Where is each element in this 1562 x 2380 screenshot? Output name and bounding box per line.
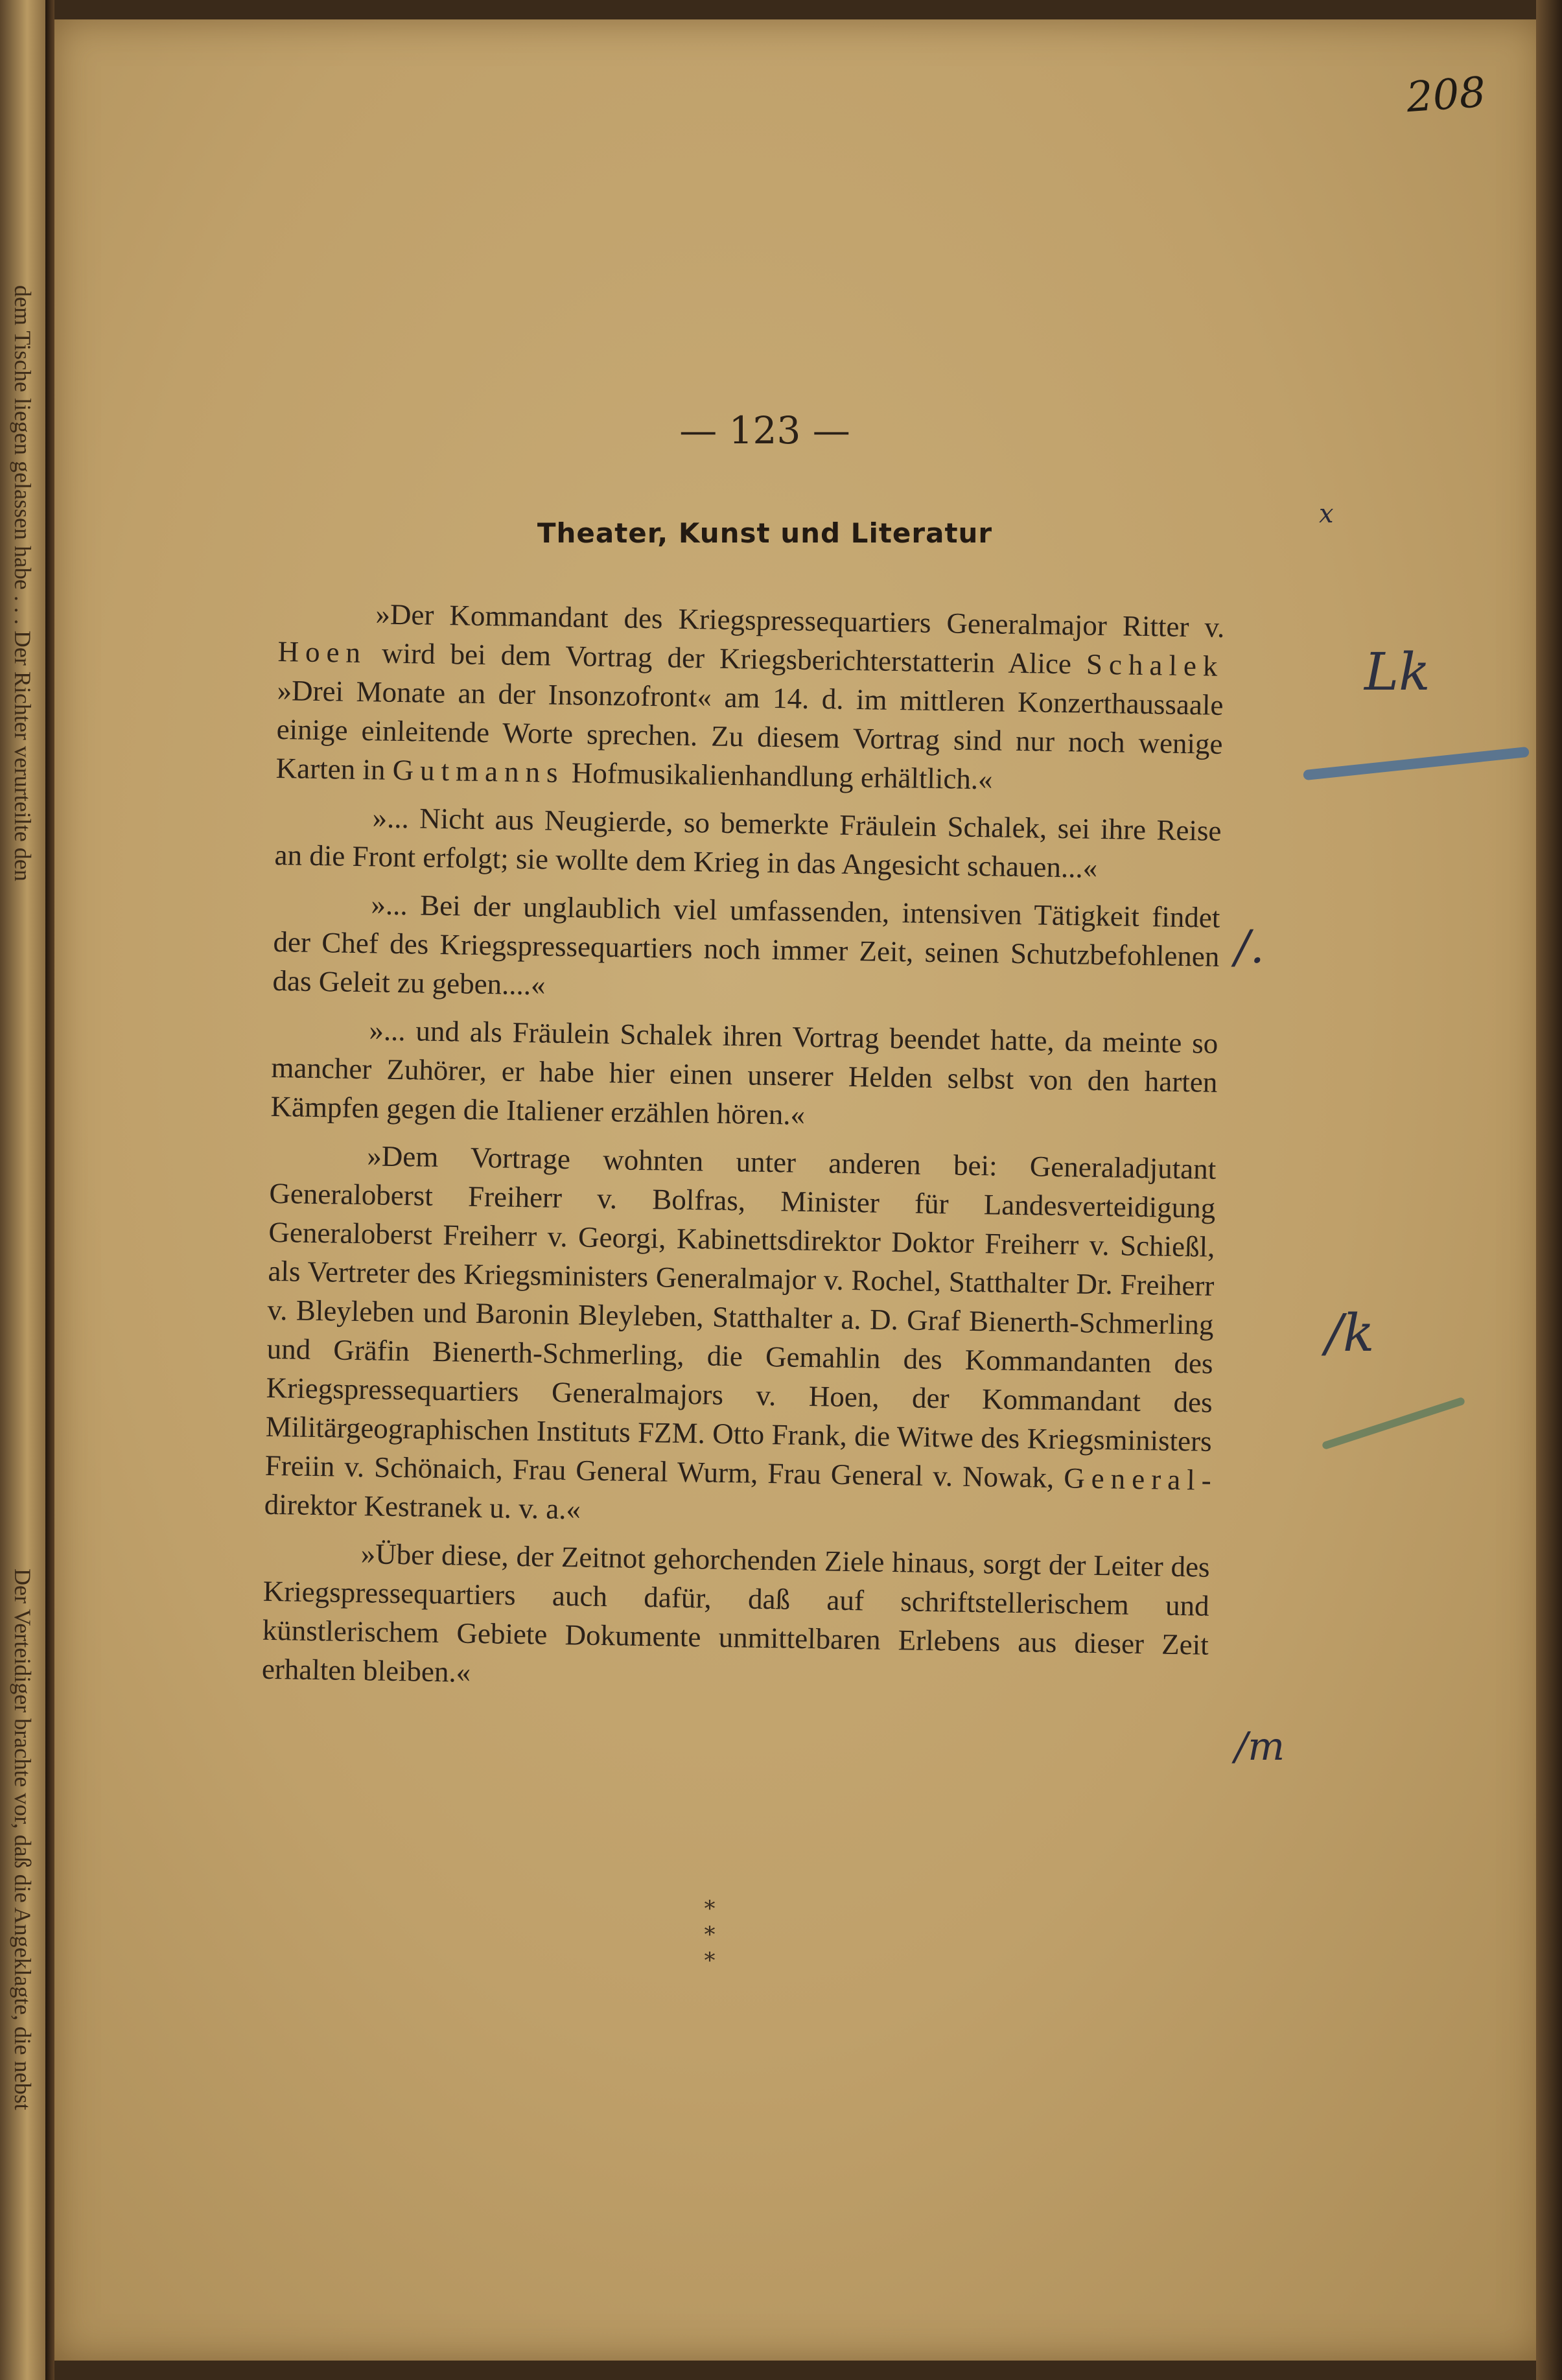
- margin-note-lk: Lk: [1364, 642, 1430, 702]
- previous-page-edge: [0, 0, 45, 2380]
- handwritten-folio-number: 208: [1405, 68, 1487, 122]
- paragraph-6: »Über diese, der Zeitnot gehorchenden Ziele hinaus, sorgt der Leiter des Kriegspressequartiers auch dafür, daß auf schriftstellerischem und künstlerischem Gebiete Dokumente unmittelbaren Erlebens aus dieser Zeit erhalten bleiben.«: [261, 1537, 1210, 1688]
- page-number: — 123 —: [679, 408, 850, 452]
- paragraph-3: »... Bei der unglaublich viel umfassenden, intensiven Tätigkeit findet der Chef des Kriegspressequartiers noch immer Zeit, seinen Schutzbefohlenen das Geleit zu geben....«: [272, 888, 1220, 1001]
- margin-note-k: /k: [1325, 1303, 1375, 1363]
- paragraph-4: »... und als Fräulein Schalek ihren Vortrag beendet hatte, da meinte so mancher Zuhörer, er habe hier einen unserer Helden selbst von den harten Kämpfen gegen die Italiener erzählen hören.«: [270, 1014, 1218, 1131]
- margin-note-x: x: [1319, 499, 1334, 529]
- book-gutter: [45, 0, 54, 2380]
- previous-page-upper-text: dem Tische liegen gelassen habe . . . Der Richter verurteilte den: [10, 285, 36, 881]
- section-title: Theater, Kunst und Literatur: [537, 517, 993, 549]
- margin-note-m: /m: [1235, 1724, 1285, 1769]
- page-edge-shadow: [1536, 0, 1562, 2380]
- paragraph-5: »Dem Vortrage wohnten unter anderen bei: Generaladjutant Generaloberst Freiherr v. Bolfras, Minister für Landesverteidigung Generaloberst Freiherr v. Georgi, Kabinettsdirektor Doktor Freiherr v. Schießl, als Vertreter des Kriegsministers Generalmajor v. Rochel, Statthalter Dr. Freiherr v. Bleyleben und Baronin Bleyleben, Statthalter a. D. Graf Bienerth-Schmerling und Gräfin Bienerth-Schmerling, die Gemahlin des Kommandanten des Kriegspressequartiers Generalmajors v. Hoen, der Kommandant des Militärgeographischen Instituts FZM. Otto Frank, die Witwe des Kriegsministers Freiin v. Schönaich, Frau General Wurm, Frau General v. Nowak, General-direktor Kestranek u. v. a.«: [264, 1139, 1217, 1526]
- paragraph-2: »... Nicht aus Neugierde, so bemerkte Fräulein Schalek, sei ihre Reise an die Front erfolgt; sie wollte dem Krieg in das Angesicht schauen...«: [274, 801, 1222, 884]
- section-break-asterisks: * * *: [704, 1896, 761, 1974]
- paragraph-1: »Der Kommandant des Kriegspressequartiers Generalmajor Ritter v. Hoen wird bei dem Vortrag der Kriegsberichterstatterin Alice Schalek »Drei Monate an der Insonzofront« am 14. d. im mittleren Konzerthaussaale einige einleitende Worte sprechen. Zu diesem Vortrag sind nur noch wenige Karten in Gutmanns Hofmusikalienhandlung erhältlich.«: [275, 598, 1225, 796]
- margin-note-slash: /.: [1235, 920, 1265, 974]
- article-body: [261, 593, 1225, 1712]
- previous-page-lower-text: Der Verteidiger brachte vor, daß die Angeklagte, die nebst: [10, 1569, 36, 2110]
